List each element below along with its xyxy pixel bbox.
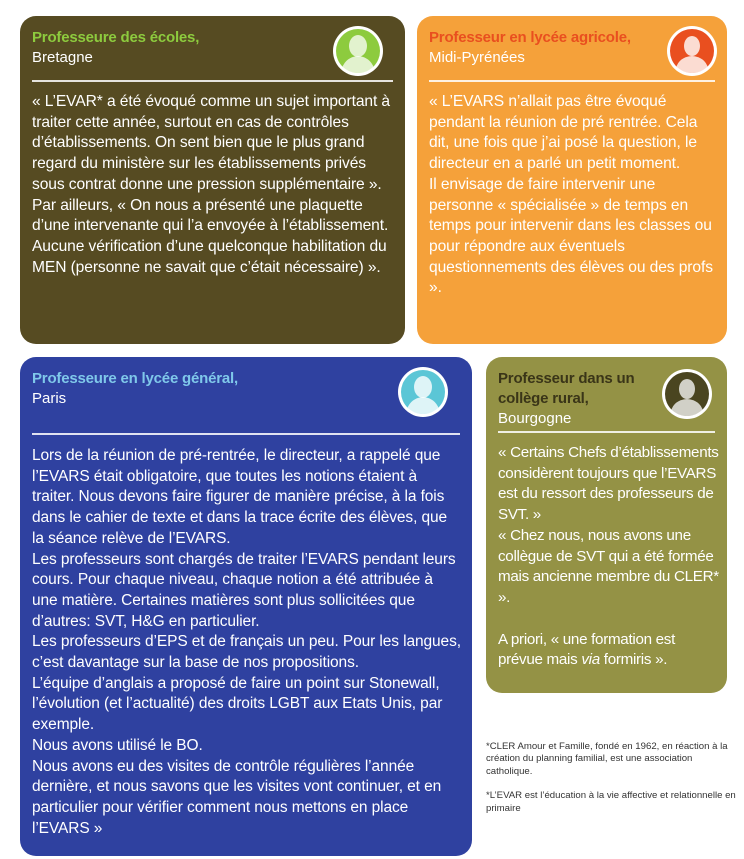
card-location: Paris: [32, 390, 67, 407]
card-quote: [32, 92, 394, 278]
female-silhouette-icon: [398, 367, 448, 417]
footnote-evar: *L’EVAR est l’éducation à la vie affective et relationnelle en primaire: [486, 790, 736, 814]
header-divider: [32, 80, 393, 82]
testimony-card-bourgogne: [486, 357, 727, 693]
male-silhouette-icon: [662, 369, 712, 419]
quote-paragraph: L’équipe d’anglais a proposé de faire un point sur Stonewall, l’évolution (et l’actualité) des droits LGBT aux Etats Unis, par exemple.: [32, 674, 443, 734]
quote-paragraph: Les professeurs sont chargés de traiter l’EVARS pendant leurs cours. Pour chaque niveau, chaque notion a été attribuée à une matière. Certaines matières sont plus sollicitées que d’autres: SVT, H&G en particulier.: [32, 550, 456, 630]
testimony-card-paris: [20, 357, 472, 856]
header-divider: [498, 431, 715, 433]
quote-paragraph: « Chez nous, nous avons une collègue de SVT qui a été formée mais ancienne membre du CLER* ».: [498, 526, 719, 606]
closing-text: formiris ».: [599, 651, 668, 669]
quote-paragraph: Nous avons utilisé le BO.: [32, 736, 203, 754]
card-title: Professeur en lycée agricole,: [429, 29, 631, 46]
card-title: Professeure en lycée général,: [32, 370, 238, 387]
card-location: Bourgogne: [498, 410, 572, 427]
testimony-card-bretagne: [20, 16, 405, 344]
card-header: [498, 369, 648, 429]
card-quote: [429, 92, 719, 299]
male-silhouette-icon: [667, 26, 717, 76]
quote-paragraph: Lors de la réunion de pré-rentrée, le directeur, a rappelé que l’EVARS était obligatoire, que toutes les notions étaient à traiter. Nous devons faire figurer de manière précise, à la fois dans le cahier de texte et dans la trace écrite des élèves, que la séance relève de l’EVARS.: [32, 447, 448, 547]
quote-paragraph: Par ailleurs, « On nous a présenté une plaquette d’une intervenante qui l’a envoyée à l’établissement. Aucune vérification d’une quelconque habilitation du MEN (personne ne savait que c’était nécessaire) ».: [32, 196, 389, 276]
quote-paragraph: Les professeurs d’EPS et de français un peu. Pour les langues, c’est davantage sur la base de nos propositions.: [32, 633, 461, 672]
card-title: Professeur dans un collège rural,: [498, 370, 635, 407]
quote-paragraph: « Certains Chefs d’établissements considèrent toujours que l’EVARS est du ressort des professeurs de SVT. »: [498, 444, 719, 524]
header-divider: [429, 80, 715, 82]
footnotes: [486, 741, 736, 827]
card-header: [32, 369, 238, 409]
female-silhouette-icon: [333, 26, 383, 76]
card-header: [32, 28, 199, 68]
testimony-card-midi-pyrenees: [417, 16, 727, 344]
card-header: [429, 28, 631, 68]
quote-closing: [498, 630, 720, 671]
card-quote: [32, 446, 462, 839]
closing-text: A priori, « une formation est prévue mais: [498, 630, 676, 669]
quote-paragraph: Il envisage de faire intervenir une personne « spécialisée » de temps en temps pour intervenir dans les classes ou pour répondre aux éventuels questionnements des élèves ou des profs ».: [429, 175, 713, 297]
closing-italic: via: [581, 651, 600, 669]
card-location: Midi-Pyrénées: [429, 49, 525, 66]
header-divider: [32, 433, 460, 435]
quote-paragraph: « L’EVAR* a été évoqué comme un sujet important à traiter cette année, surtout en cas de contrôles d’établissements. On sent bien que le plus grand regard du ministère sur les établissements privés sous contrat donne une pression supplémentaire ».: [32, 93, 391, 193]
footnote-cler: *CLER Amour et Famille, fondé en 1962, en réaction à la création du planning familial, est une association catholique.: [486, 741, 728, 777]
card-title: Professeure des écoles,: [32, 29, 200, 46]
quote-paragraph: Nous avons eu des visites de contrôle régulières l’année dernière, et nous savons que les visites vont continuer, et en particulier pour vérifier comment nous mettons en place l’EVARS »: [32, 757, 442, 837]
quote-paragraph: « L’EVARS n’allait pas être évoqué pendant la réunion de pré rentrée. Cela dit, une fois que j’ai posé la question, le directeur en a parlé un petit moment.: [429, 93, 698, 173]
card-location: Bretagne: [32, 49, 93, 66]
card-quote: [498, 443, 720, 671]
